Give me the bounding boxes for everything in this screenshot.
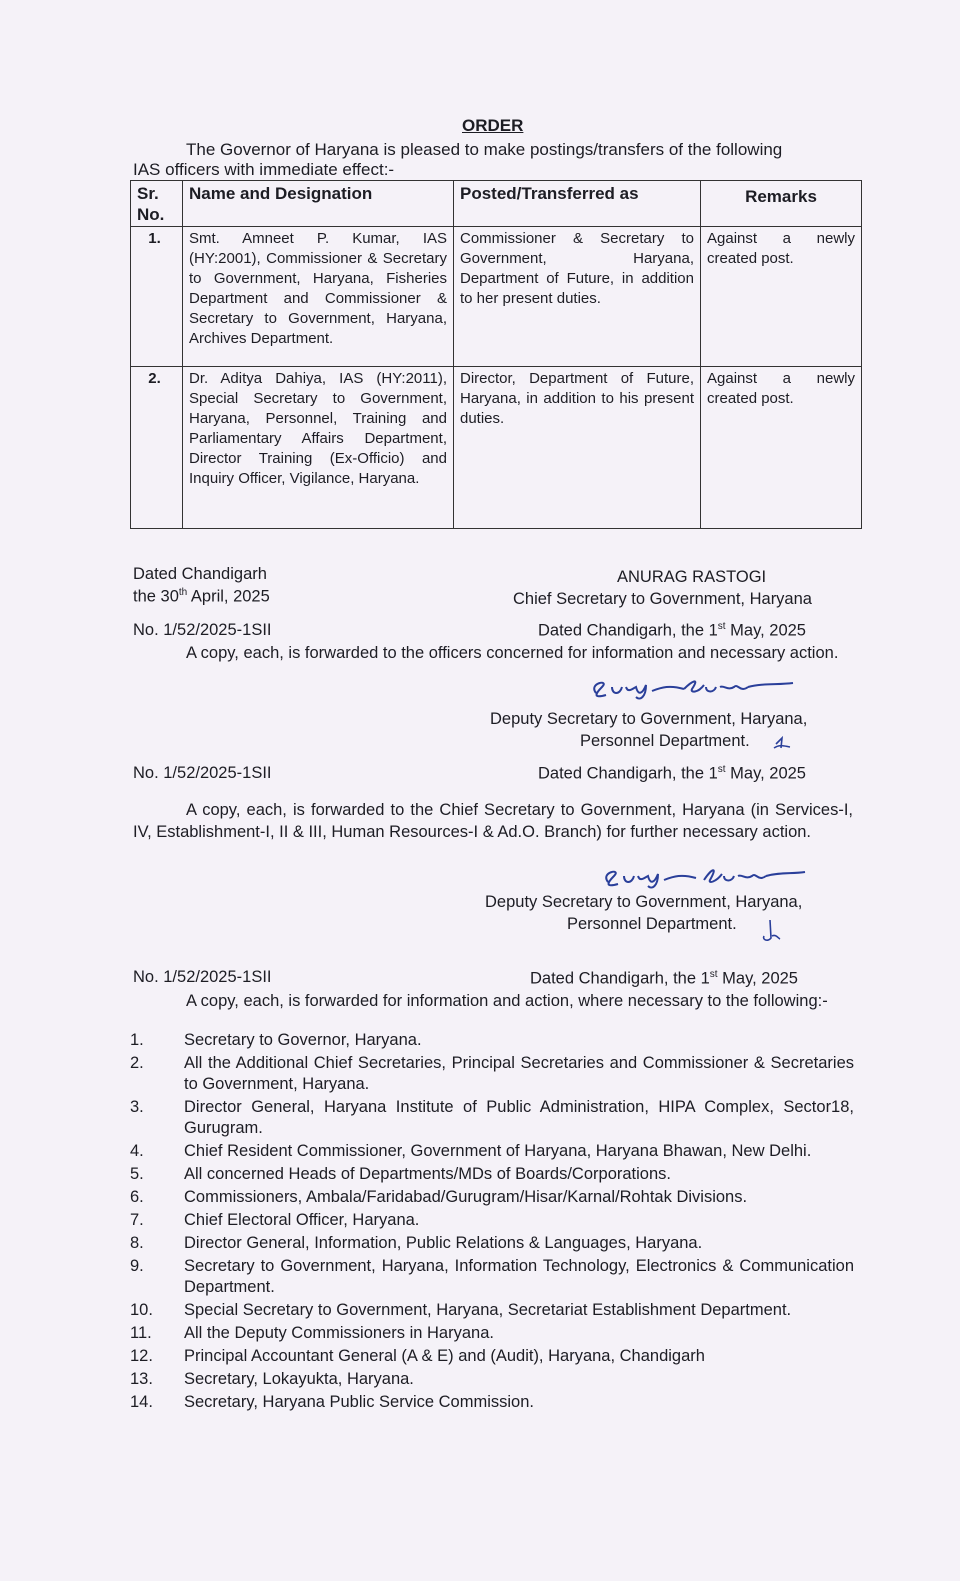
row-remarks: Against a newly created post.	[701, 367, 862, 529]
dated-date: the 30th April, 2025	[133, 587, 270, 606]
list-item-number: 13.	[130, 1370, 153, 1388]
endorsement-date: Dated Chandigarh, the 1st May, 2025	[530, 969, 798, 988]
list-item-text: Secretary, Lokayukta, Haryana.	[184, 1370, 414, 1388]
order-heading: ORDER	[462, 116, 524, 135]
list-item	[130, 1164, 854, 1185]
list-item	[130, 1097, 854, 1139]
endorsement-text: A copy, each, is forwarded for information and action, where necessary to the following:-	[186, 992, 828, 1010]
initial-mark	[772, 734, 792, 752]
list-item-text: All concerned Heads of Departments/MDs of Boards/Corporations.	[184, 1165, 671, 1183]
list-item	[130, 1300, 854, 1321]
signer-designation: Deputy Secretary to Government, Haryana,	[490, 710, 808, 728]
endorsement-date: Dated Chandigarh, the 1st May, 2025	[538, 764, 806, 783]
signer-designation: Deputy Secretary to Government, Haryana,	[485, 893, 803, 911]
list-item	[130, 1030, 854, 1051]
list-item-text: Chief Electoral Officer, Haryana.	[184, 1211, 420, 1229]
row-sr-no: 1.	[131, 227, 183, 367]
postings-table	[130, 180, 862, 529]
table-row	[131, 227, 862, 367]
row-name-designation: Smt. Amneet P. Kumar, IAS (HY:2001), Commissioner & Secretary to Government, Haryana, Fisheries Department and Commissioner & Secretary to Government, Haryana, Archives Department.	[183, 227, 454, 367]
distribution-list	[130, 1030, 854, 1415]
list-item	[130, 1256, 854, 1298]
list-item-number: 3.	[130, 1098, 144, 1116]
header-sr-no: Sr. No.	[131, 181, 183, 227]
signatory-title: Chief Secretary to Government, Haryana	[513, 590, 812, 608]
endorsement-text: A copy, each, is forwarded to the Chief Secretary to Government, Haryana (in Services-I, IV, Establishment-I, II & III, Human Resources-I & Ad.O. Branch) for further necessary action.	[133, 801, 853, 841]
list-item-number: 14.	[130, 1393, 153, 1411]
list-item	[130, 1210, 854, 1231]
list-item-number: 4.	[130, 1142, 144, 1160]
list-item-number: 12.	[130, 1347, 153, 1365]
row-posted-as: Director, Department of Future, Haryana, in addition to his present duties.	[454, 367, 701, 529]
signer-department: Personnel Department.	[567, 915, 737, 933]
list-item-text: All the Additional Chief Secretaries, Principal Secretaries and Commissioner & Secretaries to Government, Haryana.	[184, 1054, 854, 1093]
signer-department: Personnel Department.	[580, 732, 750, 750]
intro-line-2: IAS officers with immediate effect:-	[133, 160, 395, 179]
list-item	[130, 1346, 854, 1367]
endorsement-number: No. 1/52/2025-1SII	[133, 621, 272, 639]
endorsement-text: A copy, each, is forwarded to the officers concerned for information and necessary action.	[186, 644, 839, 662]
initial-mark	[760, 918, 782, 944]
list-item-number: 2.	[130, 1054, 144, 1072]
list-item-text: Principal Accountant General (A & E) and (Audit), Haryana, Chandigarh	[184, 1347, 705, 1365]
list-item-number: 6.	[130, 1188, 144, 1206]
list-item	[130, 1233, 854, 1254]
signature-suren-kumar	[588, 673, 798, 703]
row-sr-no: 2.	[131, 367, 183, 529]
endorsement-number: No. 1/52/2025-1SII	[133, 764, 272, 782]
list-item-text: Director General, Information, Public Relations & Languages, Haryana.	[184, 1234, 703, 1252]
list-item-number: 9.	[130, 1257, 144, 1275]
list-item-text: Special Secretary to Government, Haryana, Secretariat Establishment Department.	[184, 1301, 792, 1319]
list-item	[130, 1392, 854, 1413]
table-row	[131, 367, 862, 529]
signatory-name: ANURAG RASTOGI	[617, 568, 767, 586]
list-item-text: Commissioners, Ambala/Faridabad/Gurugram/Hisar/Karnal/Rohtak Divisions.	[184, 1188, 748, 1206]
list-item-text: Secretary to Governor, Haryana.	[184, 1031, 422, 1049]
list-item-number: 10.	[130, 1301, 153, 1319]
list-item-number: 8.	[130, 1234, 144, 1252]
list-item-text: Secretary to Government, Haryana, Information Technology, Electronics & Communication Department.	[184, 1257, 854, 1296]
list-item-text: Chief Resident Commissioner, Government of Haryana, Haryana Bhawan, New Delhi.	[184, 1142, 812, 1160]
row-name-designation: Dr. Aditya Dahiya, IAS (HY:2011), Special Secretary to Government, Haryana, Personnel, Training and Parliamentary Affairs Department, Director Training (Ex-Officio) and Inquiry Officer, Vigilance, Haryana.	[183, 367, 454, 529]
list-item-number: 5.	[130, 1165, 144, 1183]
list-item-number: 11.	[130, 1324, 152, 1342]
signature-suren-kumar	[600, 862, 810, 892]
row-remarks: Against a newly created post.	[701, 227, 862, 367]
list-item	[130, 1323, 854, 1344]
list-item-text: Secretary, Haryana Public Service Commission.	[184, 1393, 534, 1411]
endorsement-date: Dated Chandigarh, the 1st May, 2025	[538, 621, 806, 640]
intro-line-1: The Governor of Haryana is pleased to make postings/transfers of the following	[186, 140, 783, 159]
list-item-number: 1.	[130, 1031, 144, 1049]
list-item-text: Director General, Haryana Institute of Public Administration, HIPA Complex, Sector18, Gurugram.	[184, 1098, 854, 1137]
header-remarks: Remarks	[701, 181, 862, 227]
list-item	[130, 1187, 854, 1208]
table-header-row	[131, 181, 862, 227]
row-posted-as: Commissioner & Secretary to Government, Haryana, Department of Future, in addition to her present duties.	[454, 227, 701, 367]
dated-place: Dated Chandigarh	[133, 565, 267, 583]
list-item	[130, 1053, 854, 1095]
list-item	[130, 1369, 854, 1390]
header-name-designation: Name and Designation	[183, 181, 454, 227]
endorsement-number: No. 1/52/2025-1SII	[133, 968, 272, 986]
list-item	[130, 1141, 854, 1162]
list-item-text: All the Deputy Commissioners in Haryana.	[184, 1324, 494, 1342]
list-item-number: 7.	[130, 1211, 144, 1229]
header-posted-transferred: Posted/Transferred as	[454, 181, 701, 227]
